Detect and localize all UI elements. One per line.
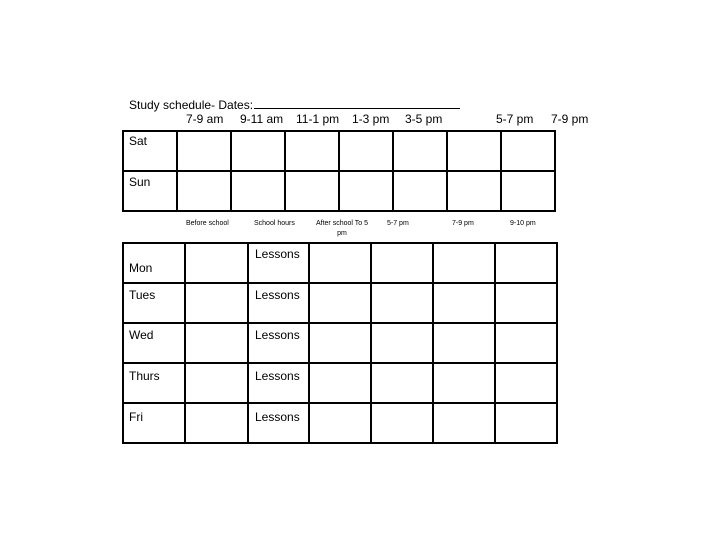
weekday-header-5: 7-9 pm (452, 220, 474, 227)
grid-cell[interactable] (371, 363, 433, 403)
title-text: Study schedule- Dates: (129, 98, 254, 112)
weekend-header-3: 11-1 pm (296, 112, 340, 126)
grid-cell[interactable] (231, 131, 285, 171)
weekend-grid (122, 130, 556, 212)
dates-blank-line[interactable] (254, 97, 460, 109)
table-row (123, 403, 557, 443)
grid-cell[interactable] (231, 171, 285, 211)
grid-cell[interactable] (501, 171, 555, 211)
grid-cell[interactable] (285, 171, 339, 211)
lessons-label-wed: Lessons (255, 328, 300, 342)
lessons-label-thurs: Lessons (255, 369, 300, 383)
day-label-wed: Wed (129, 328, 154, 342)
grid-cell[interactable] (185, 363, 248, 403)
day-label-mon: Mon (129, 261, 153, 275)
grid-cell[interactable] (177, 131, 231, 171)
grid-cell[interactable] (339, 171, 393, 211)
grid-cell[interactable] (495, 403, 557, 443)
grid-cell[interactable] (433, 403, 495, 443)
grid-cell[interactable] (433, 323, 495, 363)
weekday-header-6: 9-10 pm (510, 220, 536, 227)
weekday-grid (122, 242, 558, 444)
day-label-fri: Fri (129, 410, 143, 424)
grid-cell[interactable] (447, 131, 501, 171)
grid-cell[interactable] (433, 283, 495, 323)
weekend-header-2: 9-11 am (240, 112, 284, 126)
grid-cell[interactable] (339, 131, 393, 171)
grid-cell[interactable] (285, 131, 339, 171)
table-row (123, 131, 555, 171)
day-label-thurs: Thurs (129, 369, 160, 383)
grid-cell[interactable] (185, 323, 248, 363)
grid-cell[interactable] (371, 323, 433, 363)
grid-cell[interactable] (185, 403, 248, 443)
grid-cell[interactable] (177, 171, 231, 211)
weekend-header-4: 1-3 pm (352, 112, 390, 126)
grid-cell[interactable] (447, 171, 501, 211)
table-row (123, 323, 557, 363)
table-row (123, 363, 557, 403)
weekday-header-1: Before school (186, 220, 229, 227)
lessons-label-fri: Lessons (255, 410, 300, 424)
weekend-header-7: 7-9 pm (551, 112, 589, 126)
weekend-header-5: 3-5 pm (405, 112, 443, 126)
grid-cell[interactable] (495, 243, 557, 283)
grid-cell[interactable] (495, 323, 557, 363)
grid-cell[interactable] (433, 243, 495, 283)
grid-cell[interactable] (371, 283, 433, 323)
weekday-header-4: 5-7 pm (387, 220, 409, 227)
grid-cell[interactable] (433, 363, 495, 403)
grid-cell[interactable] (393, 131, 447, 171)
grid-cell[interactable] (185, 283, 248, 323)
weekend-header-6: 5-7 pm (496, 112, 534, 126)
grid-cell[interactable] (309, 283, 371, 323)
grid-cell[interactable] (309, 363, 371, 403)
grid-cell[interactable] (371, 403, 433, 443)
table-row (123, 243, 557, 283)
grid-cell[interactable] (309, 323, 371, 363)
day-label-sat: Sat (129, 134, 148, 148)
day-label-sun: Sun (129, 175, 151, 189)
grid-cell[interactable] (495, 283, 557, 323)
schedule-title (129, 97, 460, 112)
weekend-header-1: 7-9 am (186, 112, 224, 126)
lessons-label-tues: Lessons (255, 288, 300, 302)
weekday-header-2: School hours (254, 220, 295, 227)
grid-cell[interactable] (309, 243, 371, 283)
grid-cell[interactable] (501, 131, 555, 171)
lessons-label-mon: Lessons (255, 247, 300, 261)
grid-cell[interactable] (393, 171, 447, 211)
grid-cell[interactable] (371, 243, 433, 283)
grid-cell[interactable] (495, 363, 557, 403)
table-row (123, 171, 555, 211)
grid-cell[interactable] (309, 403, 371, 443)
table-row (123, 283, 557, 323)
grid-cell[interactable] (185, 243, 248, 283)
weekday-header-3: After school To 5 pm (315, 220, 368, 237)
day-label-tues: Tues (129, 288, 156, 302)
